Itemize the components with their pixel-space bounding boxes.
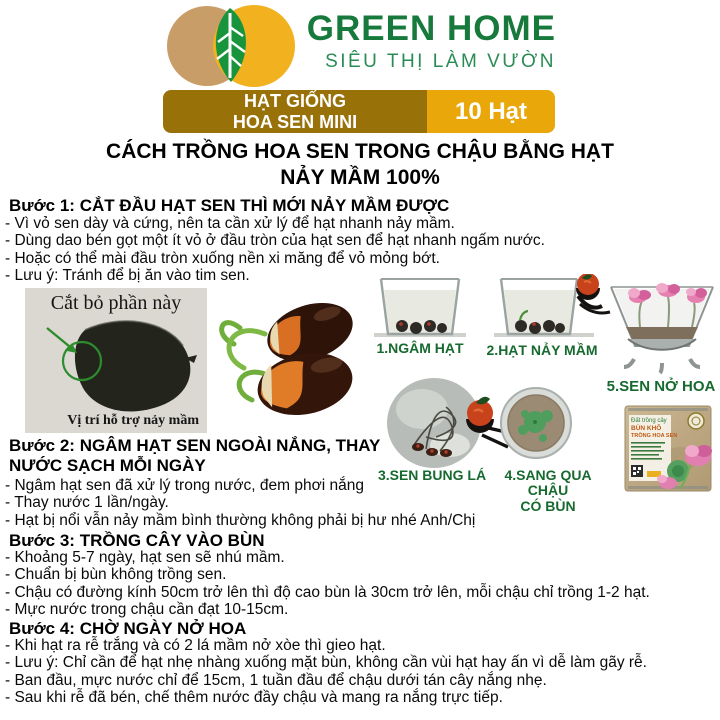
step3-bullets: [5, 549, 719, 619]
diagram-label-step3: 3.SEN BUNG LÁ: [377, 467, 487, 483]
bullet: - Lưu ý: Chỉ cần để hạt nhẹ nhàng xuống mặt bùn, không cần vùi hạt hay ấn vì dễ làm gãy rễ.: [5, 654, 647, 672]
step3-heading: Bước 3: TRỒNG CÂY VÀO BÙN: [9, 531, 265, 550]
bullet: - Ban đầu, mực nước chỉ để 15cm, 1 tuần đầu để chậu dưới tán cây nắng nhẹ.: [5, 671, 547, 689]
bullet: - Hoặc có thể mài đầu tròn xuống nền xi măng để vỏ mỏng bớt.: [5, 249, 440, 267]
germination-cup-illustration: [494, 274, 612, 340]
product-name-badge: [163, 90, 427, 133]
bullet: - Lưu ý: Tránh để bị ăn vào tim sen.: [5, 267, 250, 285]
bullet: - Khoảng 5-7 ngày, hạt sen sẽ nhú mầm.: [5, 549, 285, 566]
magnified-seed-icon: [576, 274, 610, 313]
sprouted-seeds-illustration: [210, 292, 370, 420]
brand-text-block: [300, 10, 556, 73]
bullet: - Mực nước trong chậu cần đạt 10-15cm.: [5, 601, 289, 619]
bullet: - Dùng dao bén gọt một ít vỏ ở đầu tròn của hạt sen để hạt nhanh ngấm nước.: [5, 232, 545, 250]
brand-name: GREEN HOME: [306, 9, 556, 48]
bag-label-line1: Đất trồng cây: [631, 418, 667, 424]
bullet: - Chậu có đường kính 50cm trở lên thì độ cao bùn là 30cm trở lên, mỗi chậu chỉ trồng 1-2 hạt.: [5, 583, 650, 601]
diagram-label-step5: 5.SEN NỞ HOA: [606, 378, 716, 395]
photo-caption-bottom: Vị trí hỗ trợ nảy mầm: [67, 413, 199, 428]
brand-tagline: SIÊU THỊ LÀM VƯỜN: [325, 50, 556, 72]
seed-cut-photo: [25, 288, 207, 433]
bullet: - Vì vỏ sen dày và cứng, nên ta cần xử lý để hạt nhanh nảy mầm.: [5, 215, 455, 232]
leaf-burst-bowl-illustration: [384, 375, 510, 471]
step2-bullets: [5, 477, 719, 529]
quantity-badge: 10 Hạt: [427, 90, 555, 133]
diagram-label-step4: 4.SANG QUA CHẬU CÓ BÙN: [504, 467, 592, 514]
bullet: - Sau khi rễ đã bén, chế thêm nước đầy chậu và mang ra nắng trực tiếp.: [5, 689, 503, 707]
page-title: [0, 139, 720, 191]
product-name-line1: HẠT GIỐNG: [244, 90, 346, 111]
step4-bullets: [5, 637, 719, 707]
product-name-line2: HOA SEN MINI: [232, 111, 358, 132]
soak-cup-illustration: [374, 276, 466, 340]
bloom-bowl-illustration: [606, 283, 718, 377]
bullet: - Chuẩn bị bùn không trồng sen.: [5, 566, 227, 584]
product-banner: [163, 90, 555, 133]
step2-heading: Bước 2: NGÂM HẠT SEN NGOÀI NẮNG, THAY NƯỚC SẠCH MỖI NGÀY: [9, 436, 381, 475]
bullet: - Hạt bị nổi vẫn nảy mầm bình thường không phải bị hư nhé Anh/Chị: [5, 511, 476, 529]
page-title-line1: CÁCH TRỒNG HOA SEN TRONG CHẬU BẰNG HẠT: [106, 140, 614, 163]
mud-pot-illustration: [499, 386, 573, 460]
photo-caption-top: Cắt bỏ phần này: [50, 292, 182, 314]
page-title-line2: NẢY MẦM 100%: [280, 166, 440, 190]
step4-heading: Bước 4: CHỜ NGÀY NỞ HOA: [9, 619, 247, 638]
bag-label-line2: BÙN KHÔ: [631, 425, 662, 432]
bullet: - Khi hạt ra rễ trắng và có 2 lá mầm nở xòe thì gieo hạt.: [5, 637, 386, 654]
bullet: - Thay nước 1 lần/ngày.: [5, 494, 169, 512]
bullet: - Ngâm hạt sen đã xử lý trong nước, đem phơi nắng: [5, 477, 365, 494]
bag-label-line3: TRỒNG HOA SEN: [631, 433, 678, 439]
diagram-label-step2: 2.HẠT NẢY MẦM: [486, 342, 598, 358]
greenhome-logo-icon: [166, 3, 296, 89]
diagram-label-step1: 1.NGÂM HẠT: [376, 340, 464, 356]
step1-heading: Bước 1: CẮT ĐẦU HẠT SEN THÌ MỚI NẢY MẦM ĐƯỢC: [9, 196, 450, 215]
